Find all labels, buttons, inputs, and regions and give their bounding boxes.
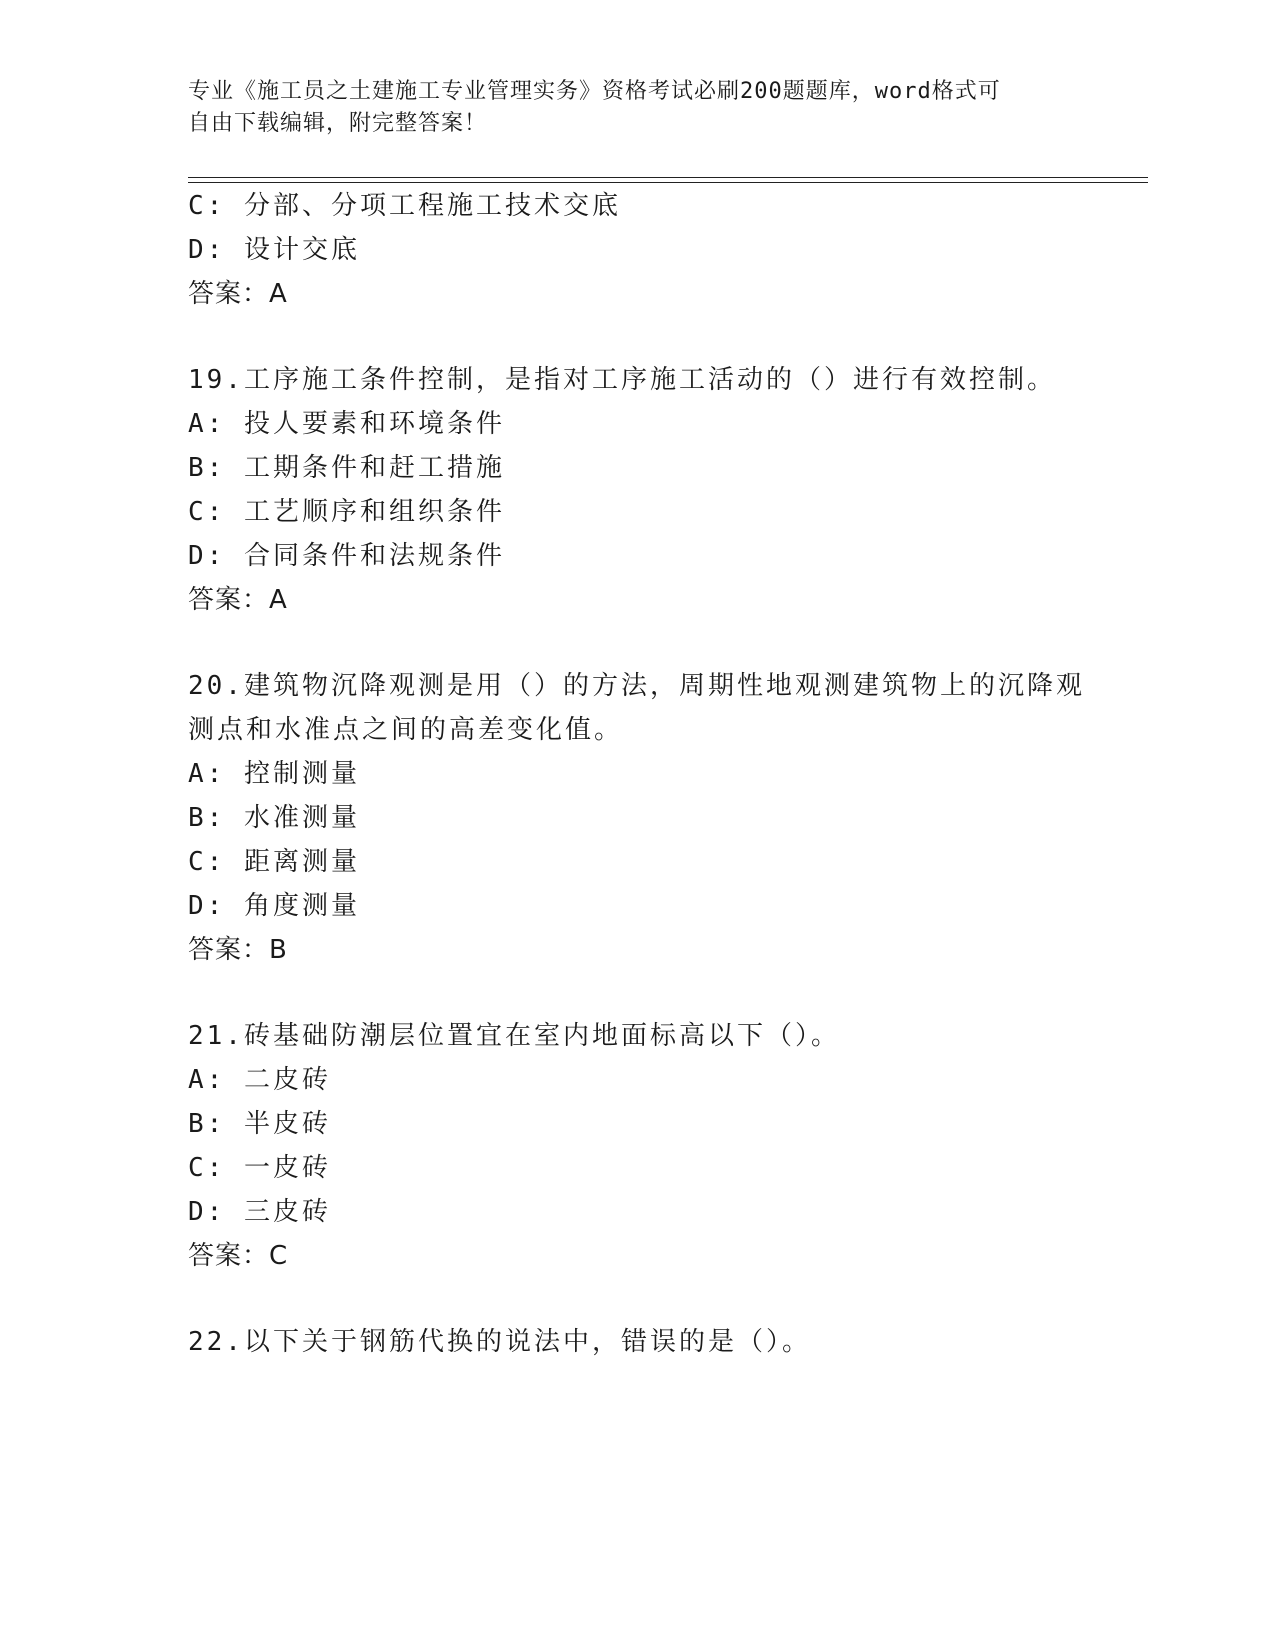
option-b: B: 工期条件和赶工措施 [188,453,505,483]
option-a: A: 投人要素和环境条件 [188,409,505,439]
answer-line: 答案：C [188,1241,289,1271]
answer-line: 答案：B [188,935,288,965]
answer-line: 答案：A [188,585,288,615]
document-header [188,76,1088,140]
answer-line: 答案：A [188,279,288,309]
question-22: 22.以下关于钢筋代换的说法中，错误的是（）。 [188,1327,811,1357]
option-d: D: 角度测量 [188,891,360,921]
option-a: A: 控制测量 [188,759,360,789]
option-a: A: 二皮砖 [188,1065,331,1095]
question-21: 21.砖基础防潮层位置宜在室内地面标高以下（）。 [188,1021,840,1051]
option-d: D: 三皮砖 [188,1197,331,1227]
option-d: D: 设计交底 [188,235,360,265]
header-title-line-1: 专业《施工员之土建施工专业管理实务》资格考试必刷200题题库，word格式可 [188,79,1001,104]
header-title-line-2: 自由下载编辑，附完整答案！ [188,111,488,136]
option-d: D: 合同条件和法规条件 [188,541,505,571]
header-divider-top [188,177,1148,178]
option-c: C: 距离测量 [188,847,360,877]
option-c: C: 一皮砖 [188,1153,331,1183]
option-b: B: 半皮砖 [188,1109,331,1139]
question-20-continued: 测点和水准点之间的高差变化值。 [188,715,624,745]
option-c: C: 分部、分项工程施工技术交底 [188,191,621,221]
question-20: 20.建筑物沉降观测是用（）的方法，周期性地观测建筑物上的沉降观 [188,671,1085,701]
question-19: 19.工序施工条件控制，是指对工序施工活动的（）进行有效控制。 [188,365,1056,395]
option-b: B: 水准测量 [188,803,360,833]
header-divider-bottom [188,182,1148,183]
option-c: C: 工艺顺序和组织条件 [188,497,505,527]
